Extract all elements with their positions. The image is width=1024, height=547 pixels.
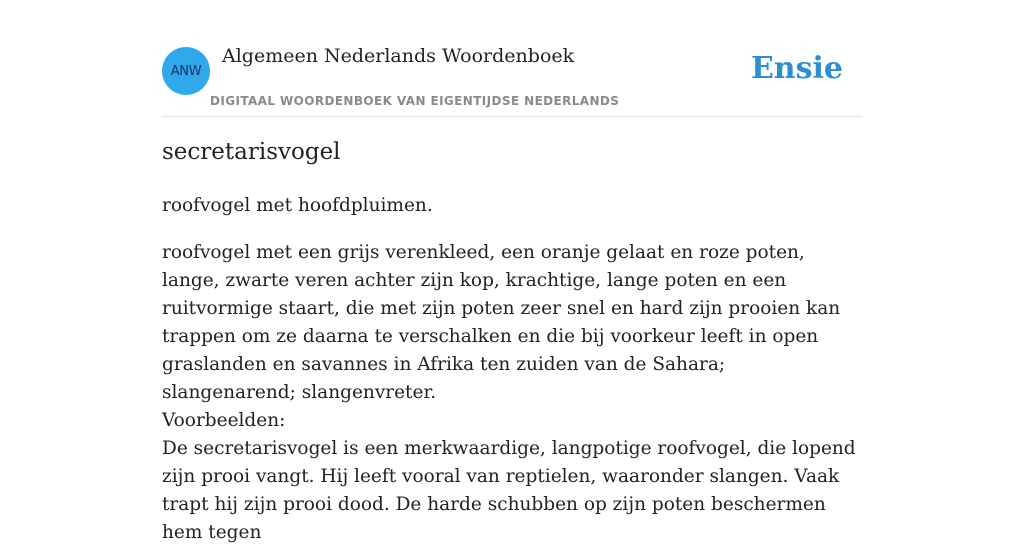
example-text: De secretarisvogel is een merkwaardige, langpotige roofvogel, die lopend zijn prooi vangt. Hij leeft vooral van reptielen, waaronder slangen. Vaak trapt hij zijn prooi dood. De harde schubben op zijn poten beschermen hem tegen — [162, 438, 856, 543]
long-definition: roofvogel met een grijs verenkleed, een oranje gelaat en roze poten, lange, zwarte veren achter zijn kop, krachtige, lange poten en een ruitvormige staart, die met zijn poten zeer snel en hard zijn prooien kan trappen om ze daarna te verschalken en die bij voorkeur leeft in open graslanden en savannes in Afrika ten zuiden van de Sahara; slangenarend; slangenvreter. — [162, 242, 841, 403]
logo-text: ANW — [170, 63, 202, 79]
short-definition: roofvogel met hoofdpluimen. — [162, 195, 433, 216]
site-header — [162, 0, 862, 117]
anw-logo[interactable] — [162, 47, 210, 95]
ensie-brand-logo[interactable]: Ensie — [750, 51, 843, 86]
site-title[interactable]: Algemeen Nederlands Woordenboek — [222, 45, 575, 67]
entry-title: secretarisvogel — [162, 139, 341, 165]
site-subtitle: DIGITAAL WOORDENBOEK VAN EIGENTIJDSE NEDERLANDS — [210, 94, 620, 108]
content-container — [162, 0, 862, 543]
examples-heading: Voorbeelden: — [162, 410, 286, 431]
